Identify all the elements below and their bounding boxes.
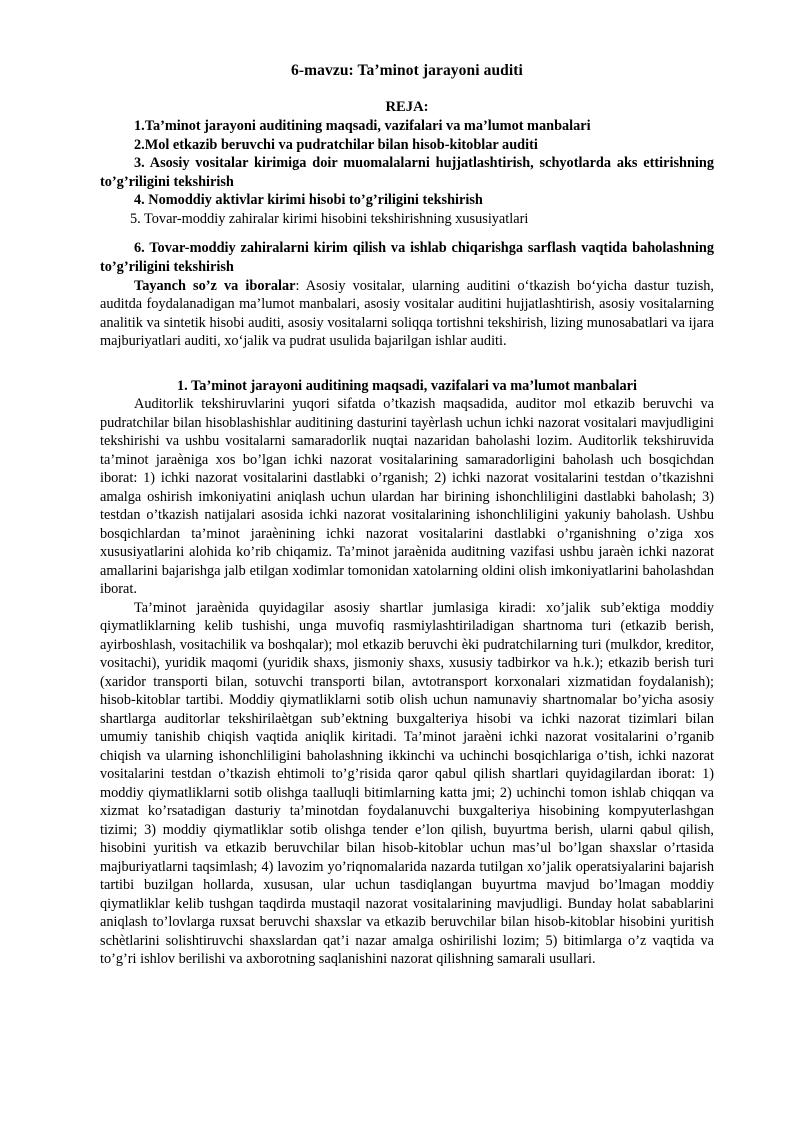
- keywords-text: : Asosiy vositalar, ularning auditini o‘tkazish bo‘yicha dastur tuzish, auditda foydalanadigan ma’lumot manbalari, asosiy vositalar auditini hujjatlashtirish, asosiy vositalarning analitik va sintetik hisobi auditi, asosiy vositalarni soliqqa tortishni tekshirish, lizing munosabatlari va ijara majburiyatlari auditi, xo‘jalik va pudrat usulida bajarilgan ishlar auditi.: [100, 277, 714, 350]
- plan-item-1: 1.Ta’minot jarayoni auditining maqsadi, vazifalari va ma’lumot manbalari: [134, 118, 591, 134]
- title-spacer: [100, 86, 714, 99]
- page-title: 6-mavzu: Ta’minot jarayoni auditi: [291, 62, 523, 79]
- plan-item-4: 4. Nomoddiy aktivlar kirimi hisobi to’g’riligini tekshirish: [134, 192, 483, 209]
- plan-item-6: 6. Tovar-moddiy zahiralarni kirim qilish va ishlab chiqarishga sarflash vaqtida baholashning to’g’riligini tekshirish: [100, 240, 714, 276]
- section-1-heading: 1. Ta’minot jarayoni auditining maqsadi, vazifalari va ma’lumot manbalari: [177, 377, 637, 394]
- plan-item-2: 2.Mol etkazib beruvchi va pudratchilar bilan hisob-kitoblar auditi: [134, 136, 538, 153]
- plan-item-5: 5. Tovar-moddiy zahiralar kirimi hisobini tekshirishning xususiyatlari: [130, 210, 529, 227]
- plan-label: REJA:: [385, 99, 429, 115]
- plan-list: [100, 117, 714, 277]
- keywords-label: Tayanch so’z va iboralar: [134, 277, 296, 294]
- section-1-paragraph-2: Ta’minot jaraènida quyidagilar asosiy shartlar jumlasiga kiradi: xo’jalik sub’ektiga moddiy qiymatliklarning kelib tushishi, unga muvofiq rasmiylashtiriladigan shartnoma turi (etkazib berish, ayirboshlash, vositachilik va boshqalar); mol etkazib beruvchi èki pudratchilarning turi (mulkdor, kreditor, vositachi), yuridik maqomi (yuridik shaxs, jismoniy shaxs, xususiy tadbirkor va h.k.); etkazib berish turi (xaridor transporti bilan, sotuvchi transporti bilan, avtotransport korxonalari xizmatidan foydalanish); hisob-kitoblar tartibi. Moddiy qiymatliklarni sotib olish uchun namunaviy shartnomalar bo’yicha asosiy shartlarga auditorlar tekshirilaètgan sub’ektning buxgalteriya hisobi va ichki nazorat tizimlari bilan umumiy tanishib chiqish vaqtida aniqlik kiritadi. Ta’minot jaraèni ichki nazorat vositalarini o’rganib chiqish va ularning ishonchliligini baholashning ikkinchi va uchinchi bosqichlariga o’tish, ichki nazorat vositalarini testdan o’tkazish ehtimoli to’g’risida qaror qabul qilish shartlari quyidagilardan iborat: 1) moddiy qiymatliklarni sotib olishga taalluqli bitimlarning katta jmi; 2) uchinchi tomon ishlab chiqqan va xizmat ko’rsatadigan dasturiy ta’minotdan foydalanuvchi buxgalteriya hisobining kompyuterlashgan tizimi; 3) moddiy qiymatliklar sotib olishga tender e’lon qilish, buyurtma berish, ularni qabul qilish, hisobini yuritish va etkazib beruvchilar bilan hisob-kitoblar uchun mas’ul bo’lgan shaxslar o’rtasida majburiyatlarni taqsimlash; 4) lavozim yo’riqnomalarida nazarda tutilgan xo’jalik operatsiyalarini bajarish tartibi buzilgan hollarda, xususan, ular uchun tasdiqlangan buyurtma mavjud bo’lmagan moddiy qiymatliklar kelib tushgan taqdirda mustaqil nazorat vositalarining mavjudligi. Bunday holat sabablarini aniqlash to’lovlarga ruxsat beruvchi shaxslar va etkazib beruvchilar bilan hisob-kitoblar hisobini yuritish schètlarini solishtiruvchi shaxslardan qat’i nazar amalga oshirilishi lozim; 5) bitimlarga o’z vaqtida va to’g’ri ishlov berilishi va axborotning saqlanishini nazorat qilishning samarali usullari.: [100, 599, 714, 968]
- keywords-paragraph: [100, 277, 714, 351]
- section-1-paragraph-1: Auditorlik tekshiruvlarini yuqori sifatda o’tkazish maqsadida, auditor mol etkazib beruvchi va pudratchilar bilan hisoblashishlar auditining dasturini tayèrlash uchun ichki nazorat vositalari mavjudligini tekshirishi va ushbu vositalarni samaradorlik nuqtai nazaridan baholashi lozim. Auditorlik tekshiruvida ta’minot jaraèniga xos bo’lgan ichki nazorat vositalarining samaradorligini baholash uch bosqichdan iborat: 1) ichki nazorat vositalarini dastlabki o’rganish; 2) ichki nazorat vositalarini testdan o’tkazishni amalga oshirish imkoniyatini aniqlash uchun ulardan har birining ishonchliligini dastlabki baholash; 3) testdan o’tkazish natijalari asosida ichki nazorat vositalarining ishonchliligini yakuniy baholash. Ushbu bosqichlardan ta’minot jaraènining ichki nazorat vositalarini dastlabki o’rganishning o’ziga xos xususiyatlarini alohida ko’rib chiqamiz. Ta’minot jaraènida auditning vazifasi ushbu jaraèn ichki nazorat amallarini bajarishga jalb etilgan xodimlar tomonidan xatolarning oldini olish imkoniyatlarini baholashdan iborat.: [100, 396, 714, 598]
- plan-item-3: 3. Asosiy vositalar kirimiga doir muomalalarni hujjatlashtirish, schyotlarda aks ettirishning to’g’riligini tekshirish: [100, 155, 714, 190]
